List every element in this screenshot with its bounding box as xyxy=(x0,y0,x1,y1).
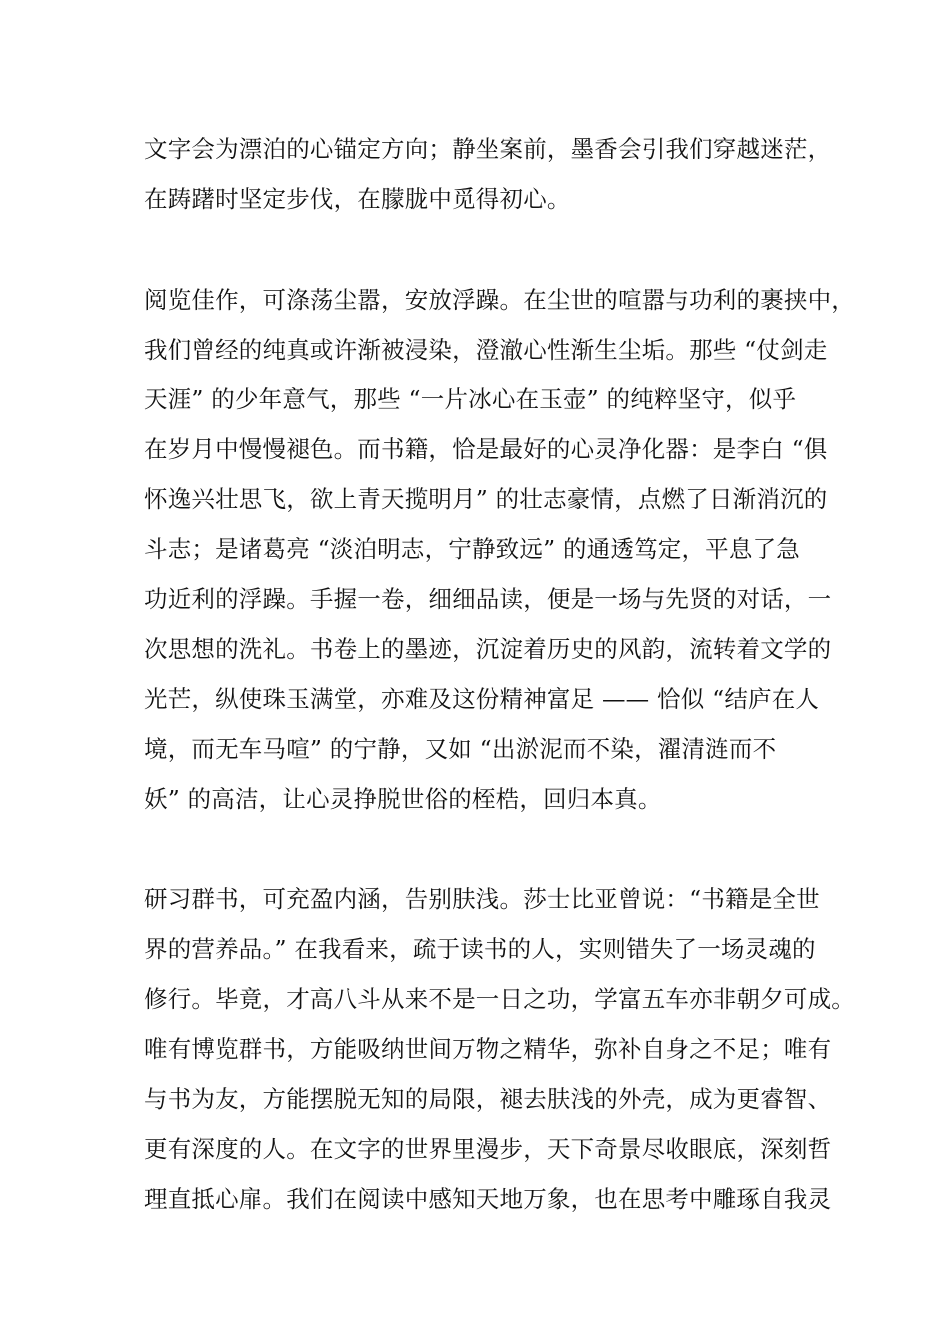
text-line: 天涯” 的少年意气，那些 “一片冰心在玉壶” 的纯粹坚守，似乎 xyxy=(144,385,797,413)
text-line: 更有深度的人。在文字的世界里漫步，天下奇景尽收眼底，深刻哲 xyxy=(144,1135,832,1163)
text-line: 我们曾经的纯真或许渐被浸染，澄澈心性渐生尘垢。那些 “仗剑走 xyxy=(144,336,828,364)
text-line: 唯有博览群书，方能吸纳世间万物之精华，弥补自身之不足；唯有 xyxy=(144,1035,832,1063)
text-line: 界的营养品。” 在我看来，疏于读书的人，实则错失了一场灵魂的 xyxy=(144,935,816,963)
text-line: 功近利的浮躁。手握一卷，细细品读，便是一场与先贤的对话，一 xyxy=(144,585,832,613)
text-line: 与书为友，方能摆脱无知的局限，褪去肤浅的外壳，成为更睿智、 xyxy=(144,1085,832,1113)
text-line: 怀逸兴壮思飞，欲上青天揽明月” 的壮志豪情，点燃了日渐消沉的 xyxy=(144,485,828,513)
text-line: 文字会为漂泊的心锚定方向；静坐案前，墨香会引我们穿越迷茫， xyxy=(144,135,832,163)
text-line: 次思想的洗礼。书卷上的墨迹，沉淀着历史的风韵，流转着文学的 xyxy=(144,635,832,663)
text-line: 光芒，纵使珠玉满堂，亦难及这份精神富足 —— 恰似 “结庐在人 xyxy=(144,685,820,713)
text-line: 修行。毕竟，才高八斗从来不是一日之功，学富五车亦非朝夕可成。 xyxy=(144,985,855,1013)
text-line: 妖” 的高洁，让心灵挣脱世俗的桎梏，回归本真。 xyxy=(144,785,662,813)
text-line: 在踌躇时坚定步伐，在朦胧中觅得初心。 xyxy=(144,185,571,213)
text-line: 研习群书，可充盈内涵，告别肤浅。莎士比亚曾说：“书籍是全世 xyxy=(144,885,820,913)
text-line: 斗志；是诸葛亮 “淡泊明志，宁静致远” 的通透笃定，平息了急 xyxy=(144,535,800,563)
text-line: 理直抵心扉。我们在阅读中感知天地万象，也在思考中雕琢自我灵 xyxy=(144,1185,832,1213)
text-line: 阅览佳作，可涤荡尘嚣，安放浮躁。在尘世的喧嚣与功利的裹挟中， xyxy=(144,286,855,314)
text-line: 在岁月中慢慢褪色。而书籍，恰是最好的心灵净化器：是李白 “俱 xyxy=(144,435,828,463)
text-line: 境，而无车马喧” 的宁静，又如 “出淤泥而不染，濯清涟而不 xyxy=(144,735,777,763)
